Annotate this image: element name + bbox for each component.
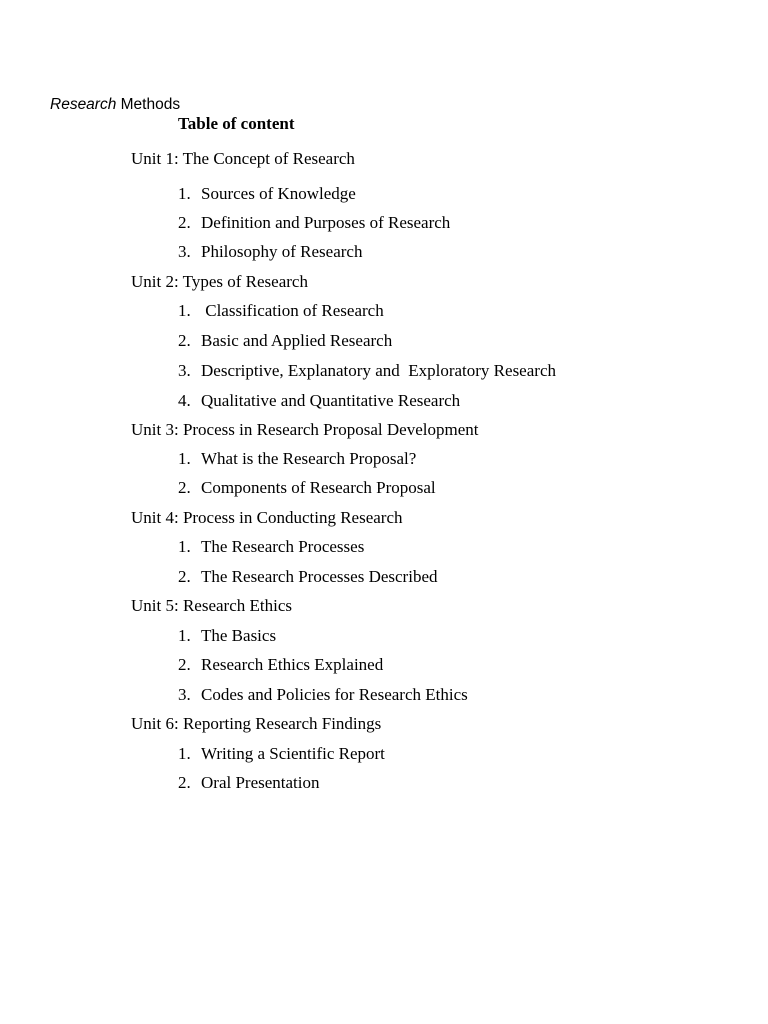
toc-item: Oral Presentation (201, 773, 320, 792)
toc-item: What is the Research Proposal? (201, 449, 417, 468)
toc-item: Basic and Applied Research (201, 331, 393, 350)
item-number: 1. (178, 537, 191, 556)
unit-heading: Unit 4: Process in Conducting Research (131, 508, 403, 527)
toc-item: The Research Processes Described (201, 567, 438, 586)
toc-item: Research Ethics Explained (201, 655, 384, 674)
item-number: 1. (178, 744, 191, 763)
toc-item: Descriptive, Explanatory and Exploratory Research (201, 361, 556, 380)
item-number: 1. (178, 626, 191, 645)
item-number: 3. (178, 242, 191, 261)
item-number: 2. (178, 773, 191, 792)
item-number: 2. (178, 478, 191, 497)
toc-item: Philosophy of Research (201, 242, 363, 261)
toc-item: Writing a Scientific Report (201, 744, 385, 763)
toc-item: Classification of Research (201, 301, 384, 320)
unit-heading: Unit 2: Types of Research (131, 272, 308, 291)
item-number: 2. (178, 213, 191, 232)
toc-item: Qualitative and Quantitative Research (201, 391, 461, 410)
toc-item: Components of Research Proposal (201, 478, 436, 497)
item-number: 2. (178, 331, 191, 350)
unit-heading: Unit 1: The Concept of Research (131, 149, 355, 168)
item-number: 4. (178, 391, 191, 410)
item-number: 2. (178, 655, 191, 674)
item-number: 3. (178, 361, 191, 380)
unit-heading: Unit 6: Reporting Research Findings (131, 714, 382, 733)
item-number: 2. (178, 567, 191, 586)
document-header (50, 95, 180, 115)
toc-item: Sources of Knowledge (201, 184, 356, 203)
toc-item: The Research Processes (201, 537, 365, 556)
item-number: 1. (178, 449, 191, 468)
toc-title: Table of content (178, 114, 295, 133)
toc-item: The Basics (201, 626, 277, 645)
item-number: 1. (178, 184, 191, 203)
item-number: 3. (178, 685, 191, 704)
toc-item: Codes and Policies for Research Ethics (201, 685, 468, 704)
header-text: Methods (116, 96, 181, 113)
unit-heading: Unit 5: Research Ethics (131, 596, 292, 615)
unit-heading: Unit 3: Process in Research Proposal Development (131, 420, 479, 439)
toc-item: Definition and Purposes of Research (201, 213, 451, 232)
item-number: 1. (178, 301, 191, 320)
header-italic-text: Research (50, 96, 117, 113)
